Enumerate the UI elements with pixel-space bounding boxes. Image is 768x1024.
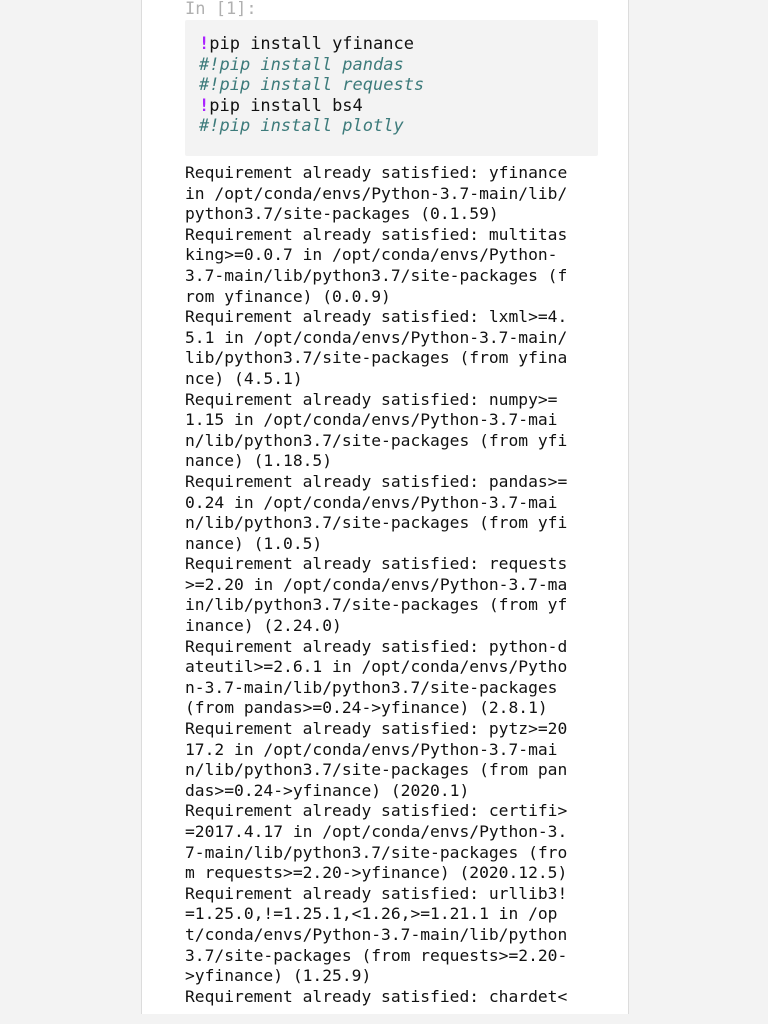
code-input-area[interactable] <box>185 20 598 156</box>
code-text: pip install bs4 <box>209 95 363 116</box>
output-line: king>=0.0.7 in /opt/conda/envs/Python- <box>185 245 558 265</box>
output-line: python3.7/site-packages (0.1.59) <box>185 204 499 224</box>
output-line: >=2.20 in /opt/conda/envs/Python-3.7-ma <box>185 574 568 594</box>
output-line: Requirement already satisfied: lxml>=4. <box>185 307 568 327</box>
code-line <box>199 75 424 96</box>
output-line: Requirement already satisfied: certifi> <box>185 801 568 821</box>
output-line: in/lib/python3.7/site-packages (from yf <box>185 595 568 615</box>
output-line: das>=0.24->yfinance) (2020.1) <box>185 780 470 800</box>
code-lines <box>199 34 424 137</box>
output-line: t/conda/envs/Python-3.7-main/lib/python <box>185 924 568 944</box>
output-line: (from pandas>=0.24->yfinance) (2.8.1) <box>185 698 548 718</box>
code-line <box>199 96 424 117</box>
code-text: pip install yfinance <box>209 34 414 54</box>
output-line: Requirement already satisfied: yfinance <box>185 163 568 182</box>
output-line: n/lib/python3.7/site-packages (from yfi <box>185 430 568 450</box>
output-line: rom yfinance) (0.0.9) <box>185 286 391 306</box>
output-line: Requirement already satisfied: requests <box>185 554 568 574</box>
output-line: Requirement already satisfied: urllib3! <box>185 883 568 903</box>
output-line: 0.24 in /opt/conda/envs/Python-3.7-mai <box>185 492 558 512</box>
notebook-cell <box>141 0 629 1014</box>
output-line: 1.15 in /opt/conda/envs/Python-3.7-mai <box>185 410 558 430</box>
output-line: >yfinance) (1.25.9) <box>185 966 372 986</box>
code-comment: #!pip install requests <box>199 75 425 96</box>
output-line: n/lib/python3.7/site-packages (from pan <box>185 760 568 780</box>
output-line: 17.2 in /opt/conda/envs/Python-3.7-mai <box>185 739 558 759</box>
cell-output <box>185 163 605 1007</box>
output-line: Requirement already satisfied: chardet< <box>185 986 568 1006</box>
code-line <box>199 34 424 55</box>
output-line: =1.25.0,!=1.25.1,<1.26,>=1.21.1 in /op <box>185 904 558 924</box>
output-line: nance) (1.18.5) <box>185 451 333 471</box>
output-line: 7-main/lib/python3.7/site-packages (fro <box>185 842 568 862</box>
shell-bang: ! <box>199 95 210 116</box>
output-line: 5.1 in /opt/conda/envs/Python-3.7-main/ <box>185 327 568 347</box>
shell-bang: ! <box>199 34 210 54</box>
output-line: nance) (1.0.5) <box>185 533 323 553</box>
output-line: 3.7/site-packages (from requests>=2.20- <box>185 945 568 965</box>
output-line: Requirement already satisfied: pytz>=20 <box>185 719 568 739</box>
code-line <box>199 116 424 137</box>
output-line: lib/python3.7/site-packages (from yfina <box>185 348 568 368</box>
output-line: ateutil>=2.6.1 in /opt/conda/envs/Pytho <box>185 657 568 677</box>
output-line: n-3.7-main/lib/python3.7/site-packages <box>185 677 558 697</box>
output-line: m requests>=2.20->yfinance) (2020.12.5) <box>185 863 568 883</box>
code-comment: #!pip install pandas <box>199 54 404 75</box>
output-line: nce) (4.5.1) <box>185 368 303 388</box>
code-line <box>199 55 424 76</box>
code-comment: #!pip install plotly <box>199 116 404 137</box>
output-line: Requirement already satisfied: multitas <box>185 224 568 244</box>
output-line: n/lib/python3.7/site-packages (from yfi <box>185 513 568 533</box>
output-line: inance) (2.24.0) <box>185 616 342 636</box>
output-line: =2017.4.17 in /opt/conda/envs/Python-3. <box>185 822 568 841</box>
output-line: in /opt/conda/envs/Python-3.7-main/lib/ <box>185 183 568 203</box>
output-line: Requirement already satisfied: pandas>= <box>185 471 568 491</box>
output-line: 3.7-main/lib/python3.7/site-packages (f <box>185 265 568 285</box>
output-line: Requirement already satisfied: python-d <box>185 636 568 656</box>
cell-prompt: In [1]: <box>185 0 257 19</box>
output-line: Requirement already satisfied: numpy>= <box>185 389 558 409</box>
